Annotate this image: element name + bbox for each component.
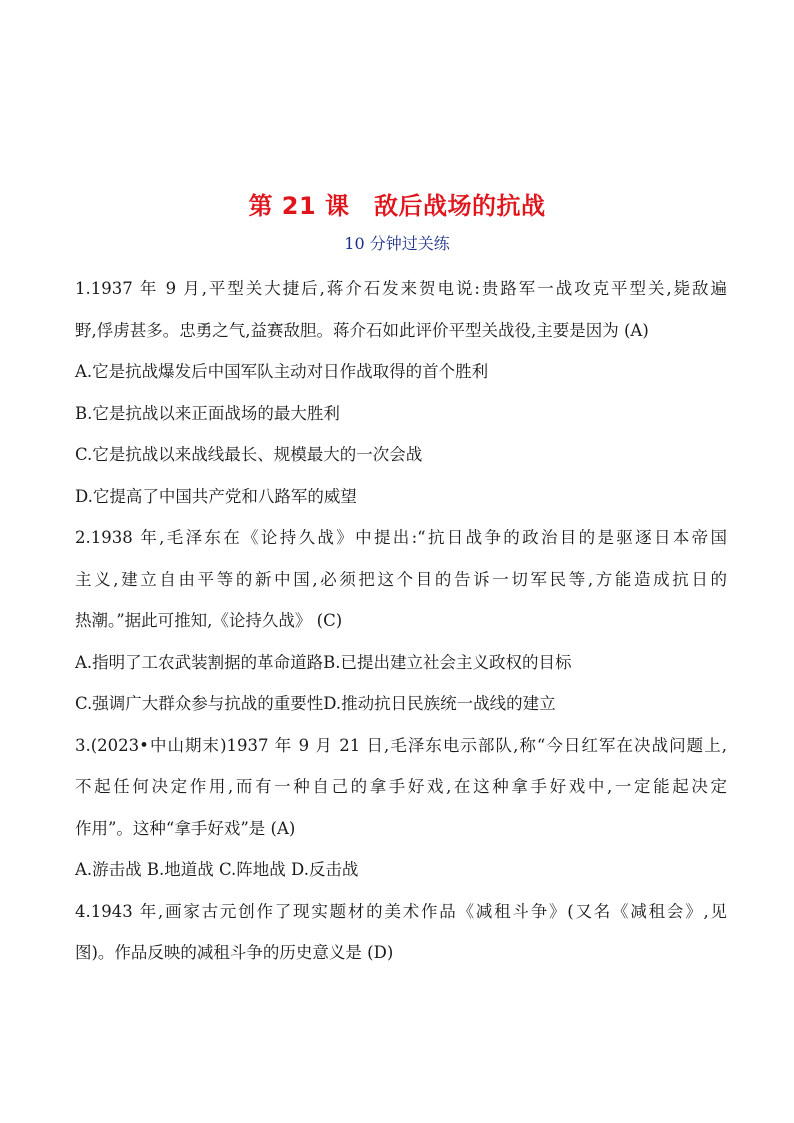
question-1-stem-line: 野,俘虏甚多。忠勇之气,益赛敌胆。蒋介石如此评价平型关战役,主要是因为 (A) — [75, 320, 649, 340]
question-2-stem-line: 2.1938 年,毛泽东在《论持久战》中提出:“抗日战争的政治目的是驱逐日本帝国 — [75, 528, 727, 547]
question-3-stem-line: 作用”。这种“拿手好戏”是 (A) — [75, 818, 296, 838]
question-1-option-a: A.它是抗战爆发后中国军队主动对日作战取得的首个胜利 — [75, 362, 489, 381]
question-3-stem-line: 3.(2023•中山期末)1937 年 9 月 21 日,毛泽东电示部队,称“今日红军在决战问题上, — [75, 735, 727, 755]
question-1-option-c: C.它是抗战以来战线最长、规模最大的一次会战 — [75, 445, 423, 464]
question-1-option-d: D.它提高了中国共产党和八路军的威望 — [75, 486, 357, 506]
question-2-options-ab: A.指明了工农武装割据的革命道路B.已提出建立社会主义政权的目标 — [75, 652, 572, 672]
question-2-stem-line: 主义,建立自由平等的新中国,必须把这个目的告诉一切军民等,方能造成抗日的 — [75, 569, 727, 589]
lesson-title: 第 21 课 敌后战场的抗战 — [248, 192, 546, 220]
question-3 — [75, 725, 727, 891]
question-1 — [75, 268, 727, 517]
question-4-stem-line: 4.1943 年,画家古元创作了现实题材的美术作品《减租斗争》(又名《减租会》,见 — [75, 901, 727, 921]
question-2 — [75, 517, 727, 725]
question-2-options-cd: C.强调广大群众参与抗战的重要性D.推动抗日民族统一战线的建立 — [75, 694, 556, 713]
question-list — [75, 268, 727, 974]
question-1-option-b: B.它是抗战以来正面战场的最大胜利 — [75, 403, 340, 423]
question-4-stem-line: 图)。作品反映的减租斗争的历史意义是 (D) — [75, 943, 394, 962]
question-1-stem-line: 1.1937 年 9 月,平型关大捷后,蒋介石发来贺电说:贵路军一战攻克平型关,毙敌遍 — [75, 279, 727, 298]
question-2-stem-line: 热潮。”据此可推知,《论持久战》 (C) — [75, 611, 343, 630]
question-3-options: A.游击战 B.地道战 C.阵地战 D.反击战 — [75, 860, 359, 879]
question-4 — [75, 891, 727, 974]
question-3-stem-line: 不起任何决定作用,而有一种自己的拿手好戏,在这种拿手好戏中,一定能起决定 — [75, 777, 727, 796]
exercise-subtitle: 10 分钟过关练 — [344, 234, 450, 253]
